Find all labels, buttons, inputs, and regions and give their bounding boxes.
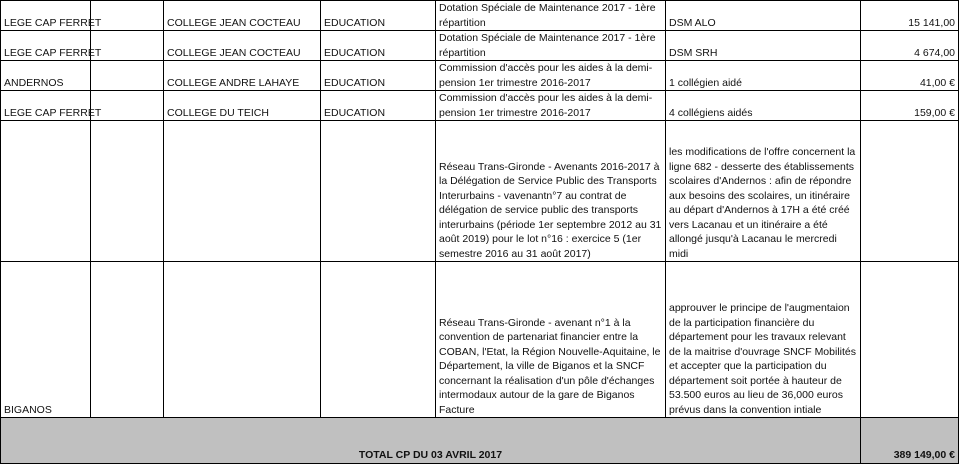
- detail-cell: les modifications de l'offre concernent la ligne 682 - desserte des établissements scolaires d'Andernos : afin de répondre aux besoins des scolaires, un itinéraire au départ d'Andernos à 17H a été créé vers Lacanau et un itinéraire a été allongé jusqu'à Lacanau le mercredi midi: [666, 121, 861, 262]
- college-cell: [164, 262, 321, 418]
- total-amount: 389 149,00 €: [861, 418, 959, 464]
- empty-cell: [91, 1, 164, 31]
- amount-cell: 4 674,00: [861, 31, 959, 61]
- empty-cell: [91, 91, 164, 121]
- amount-cell: 15 141,00: [861, 1, 959, 31]
- object-cell: Dotation Spéciale de Maintenance 2017 - 1ère répartition: [436, 1, 666, 31]
- object-cell: Commission d'accès pour les aides à la demi-pension 1er trimestre 2016-2017: [436, 91, 666, 121]
- commune-cell: ANDERNOS: [1, 61, 91, 91]
- domain-cell: EDUCATION: [321, 1, 436, 31]
- commune-cell: [1, 121, 91, 262]
- empty-cell: [91, 61, 164, 91]
- college-cell: COLLEGE ANDRE LAHAYE: [164, 61, 321, 91]
- table-row: [1, 262, 959, 418]
- domain-cell: [321, 262, 436, 418]
- detail-cell: DSM ALO: [666, 1, 861, 31]
- empty-cell: [91, 121, 164, 262]
- amount-cell: [861, 121, 959, 262]
- empty-cell: [91, 31, 164, 61]
- commune-cell: BIGANOS: [1, 262, 91, 418]
- commune-cell: LEGE CAP FERRET: [1, 1, 91, 31]
- object-cell: Commission d'accès pour les aides à la demi-pension 1er trimestre 2016-2017: [436, 61, 666, 91]
- college-cell: [164, 121, 321, 262]
- commune-cell: LEGE CAP FERRET: [1, 91, 91, 121]
- object-cell: Dotation Spéciale de Maintenance 2017 - 1ère répartition: [436, 31, 666, 61]
- domain-cell: EDUCATION: [321, 91, 436, 121]
- college-cell: COLLEGE JEAN COCTEAU: [164, 31, 321, 61]
- commune-cell: LEGE CAP FERRET: [1, 31, 91, 61]
- domain-cell: [321, 121, 436, 262]
- table-row: [1, 1, 959, 31]
- domain-cell: EDUCATION: [321, 61, 436, 91]
- object-cell: Réseau Trans-Gironde - avenant n°1 à la convention de partenariat financier entre la COBAN, l'Etat, la Région Nouvelle-Aquitaine, le Département, la ville de Biganos et la SNCF concernant la réalisation d'un pôle d'échanges intermodaux autour de la gare de Biganos Facture: [436, 262, 666, 418]
- table-row: [1, 31, 959, 61]
- domain-cell: EDUCATION: [321, 31, 436, 61]
- total-row: [1, 418, 959, 464]
- amount-cell: 41,00 €: [861, 61, 959, 91]
- table-row: [1, 91, 959, 121]
- empty-cell: [91, 262, 164, 418]
- table-row: [1, 61, 959, 91]
- object-cell: Réseau Trans-Gironde - Avenants 2016-2017 à la Délégation de Service Public des Transports Interurbains - vavenantn°7 au contrat de délégation de service public des transports interurbains (période 1er septembre 2012 au 31 août 2019) pour le lot n°16 : exercice 5 (1er semestre 2016 au 31 août 2017): [436, 121, 666, 262]
- amount-cell: [861, 262, 959, 418]
- table-row: [1, 121, 959, 262]
- college-cell: COLLEGE JEAN COCTEAU: [164, 1, 321, 31]
- amount-cell: 159,00 €: [861, 91, 959, 121]
- detail-cell: 4 collégiens aidés: [666, 91, 861, 121]
- detail-cell: 1 collégien aidé: [666, 61, 861, 91]
- college-cell: COLLEGE DU TEICH: [164, 91, 321, 121]
- total-label: TOTAL CP DU 03 AVRIL 2017: [1, 418, 861, 464]
- detail-cell: approuver le principe de l'augmentaion de la participation financière du département pour les travaux relevant de la maitrise d'ouvrage SNCF Mobilités et accepter que la participation du département soit portée à hauteur de 53.500 euros au lieu de 36,000 euros prévus dans la convention intiale: [666, 262, 861, 418]
- detail-cell: DSM SRH: [666, 31, 861, 61]
